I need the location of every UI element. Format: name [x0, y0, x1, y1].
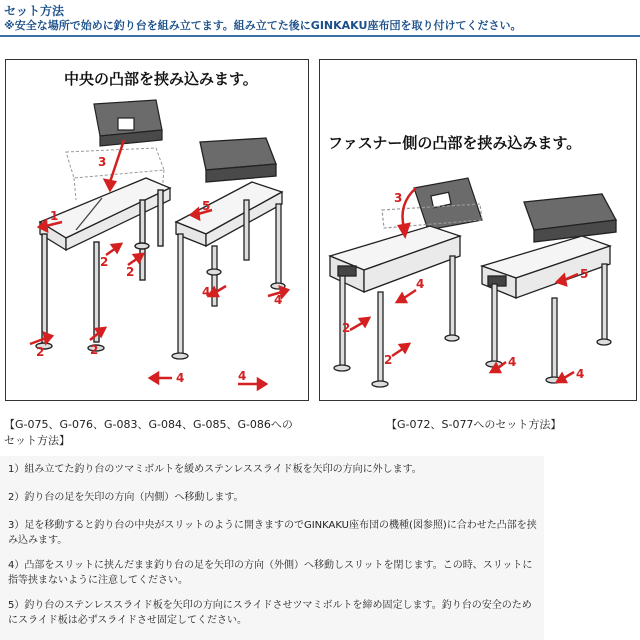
num-2c: 2: [36, 345, 45, 359]
num-4b: 4: [508, 355, 517, 369]
left-stool-top: [40, 178, 170, 250]
page-title: セット方法: [4, 4, 65, 18]
left-assembly-illustration: [6, 60, 308, 400]
num-2d: 2: [90, 343, 99, 357]
left-diagram-panel: [5, 59, 309, 401]
right-left-stool: [330, 226, 460, 387]
num-4d: 4: [274, 293, 283, 307]
num-1: 1: [50, 209, 59, 223]
step-4: 4）凸部をスリットに挟んだまま釣り台の足を矢印の方向（外側）へ移動しスリットを閉じます。この時、スリットに指等挟まないように注意してください。: [8, 560, 533, 586]
right-diagram-panel: [319, 59, 637, 401]
num-5: 5: [202, 199, 211, 213]
step-2: 2）釣り台の足を矢印の方向（内側）へ移動します。: [8, 492, 244, 503]
safety-note: ※安全な場所で始めに釣り台を組み立てます。組み立てた後にGINKAKU座布団を取り付けてください。: [4, 19, 522, 32]
right-panel-label: 【G-072、S-077へのセット方法】: [386, 418, 562, 431]
num-3: 3: [394, 191, 403, 205]
num-2: 2: [342, 321, 351, 335]
left-panel-label: 【G-075、G-076、G-083、G-084、G-085、G-086への セット方法】: [4, 418, 293, 447]
num-5: 5: [580, 267, 589, 281]
left-cushion: [94, 100, 162, 146]
right-assembly-illustration: [320, 60, 636, 400]
right-assembled-stool: [172, 138, 285, 359]
num-4: 4: [176, 371, 185, 385]
right-panel-caption: ファスナー側の凸部を挟み込みます。: [328, 134, 582, 152]
num-2b: 2: [384, 353, 393, 367]
num-4b: 4: [238, 369, 247, 383]
instruction-steps: [0, 456, 544, 640]
num-4c: 4: [202, 285, 211, 299]
right-assembled-stool: [482, 194, 616, 383]
num-2: 2: [100, 255, 109, 269]
left-panel-caption: 中央の凸部を挟み込みます。: [64, 70, 258, 88]
step-5: 5）釣り台のステンレススライド板を矢印の方向にスライドさせツマミボルトを締め固定します。釣り台の安全のためにスライド板は必ずスライドさせ固定してください。: [8, 600, 532, 626]
step-1: 1）組み立てた釣り台のツマミボルトを緩めステンレススライド板を矢印の方向に外します。: [8, 464, 422, 475]
num-2b: 2: [126, 265, 135, 279]
num-4c: 4: [576, 367, 585, 381]
num-3: 3: [98, 155, 107, 169]
header-divider: [0, 35, 640, 37]
num-4: 4: [416, 277, 425, 291]
step-3: 3）足を移動すると釣り台の中央がスリットのように開きますのでGINKAKU座布団の機種(図参照)に合わせた凸部を挟み込みます。: [8, 520, 537, 546]
